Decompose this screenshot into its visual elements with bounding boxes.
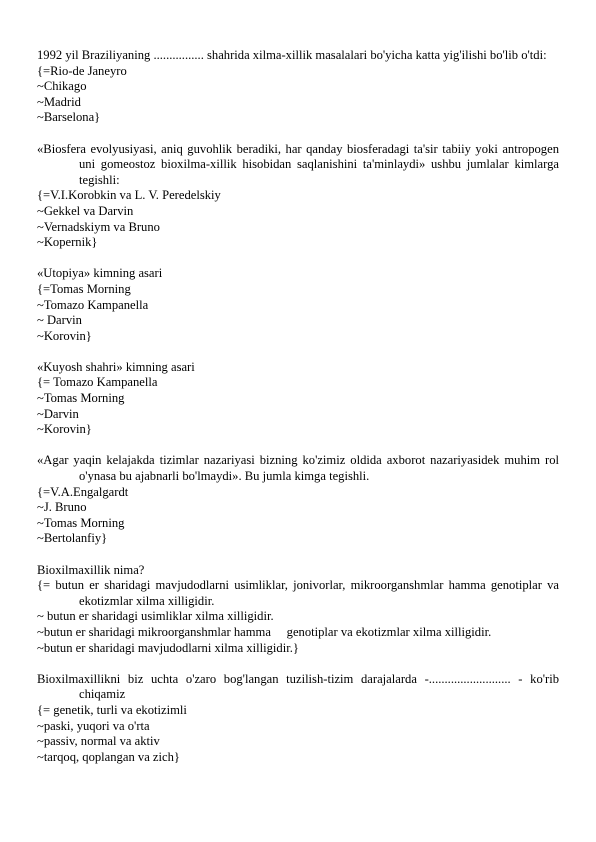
- answer-option: ~Madrid: [37, 94, 81, 109]
- answer-option: ~Barselona}: [37, 110, 101, 125]
- answer-option: ~butun er sharidagi mavjudodlarni xilma xilligidir.}: [37, 640, 299, 655]
- answer-option: ~Bertolanfiy}: [37, 531, 108, 546]
- answer-option: ~Darvin: [37, 406, 79, 421]
- question-text: «Biosfera evolyusiyasi, aniq guvohlik beradiki, har qanday biosferadagi ta'sir tabiiy yoki antropogen uni gomeostoz bioxilma-xillik hisobidan saqlanishini ta'minlaydi» ushbu jumlalar kimlarga tegishli:: [37, 141, 559, 187]
- answer-option: ~Tomas Morning: [37, 391, 125, 406]
- answer-option: ~Chikago: [37, 79, 87, 94]
- answer-option: ~Kopernik}: [37, 235, 98, 250]
- answer-option: ~Tomazo Kampanella: [37, 297, 149, 312]
- answer-option: ~ butun er sharidagi usimliklar xilma xilligidir.: [37, 609, 274, 624]
- answer-option: ~ Darvin: [37, 313, 82, 328]
- answer-option: ~Korovin}: [37, 422, 92, 437]
- question-block-2: [37, 142, 559, 251]
- question-text: Bioxilmaxillikni biz uchta o'zaro bog'langan tuzilish-tizim darajalarda -.......................... - ko'rib chiqamiz: [37, 671, 559, 702]
- answer-option: ~J. Bruno: [37, 500, 87, 515]
- answer-option: {= genetik, turli va ekotizimli: [37, 702, 187, 717]
- question-text: 1992 yil Braziliyaning ................ shahrida xilma-xillik masalalari bo'yicha katta yig'ilishi bo'lib o'tdi:: [37, 48, 547, 62]
- answer-option: ~Tomas Morning: [37, 515, 125, 530]
- question-block-5: [37, 453, 559, 547]
- answer-option: ~Vernadskiym va Bruno: [37, 219, 160, 234]
- question-block-6: [37, 563, 559, 657]
- answer-option: ~butun er sharidagi mikroorganshmlar hamma genotiplar va ekotizmlar xilma xilligidir.: [37, 624, 492, 639]
- answer-option: ~passiv, normal va aktiv: [37, 734, 160, 749]
- answer-option: ~tarqoq, qoplangan va zich}: [37, 749, 180, 764]
- question-text: «Utopiya» kimning asari: [37, 266, 163, 281]
- answer-option: {=Tomas Morning: [37, 281, 131, 296]
- answer-option: ~paski, yuqori va o'rta: [37, 718, 150, 733]
- answer-option: {=V.I.Korobkin va L. V. Peredelskiy: [37, 188, 221, 203]
- question-block-3: [37, 266, 559, 344]
- question-text: «Kuyosh shahri» kimning asari: [37, 359, 195, 374]
- question-text: «Agar yaqin kelajakda tizimlar nazariyasi bizning ko'zimiz oldida axborot nazariyasidek muhim rol o'ynasa bu ajabnarli bo'lmaydi». Bu jumla kimga tegishli.: [37, 453, 559, 484]
- question-block-7: [37, 672, 559, 766]
- answer-option: {= butun er sharidagi mavjudodlarni usimliklar, jonivorlar, mikroorganshmlar hamma genotiplar va ekotizmlar xilma xilligidir.: [37, 578, 559, 608]
- answer-option: ~Gekkel va Darvin: [37, 203, 134, 218]
- question-block-1: [37, 48, 559, 126]
- answer-option: ~Korovin}: [37, 328, 92, 343]
- answer-option: {=Rio-de Janeyro: [37, 63, 127, 78]
- answer-option: {=V.A.Engalgardt: [37, 484, 129, 499]
- answer-option: {= Tomazo Kampanella: [37, 375, 158, 390]
- question-block-4: [37, 360, 559, 438]
- question-text: Bioxilmaxillik nima?: [37, 562, 145, 577]
